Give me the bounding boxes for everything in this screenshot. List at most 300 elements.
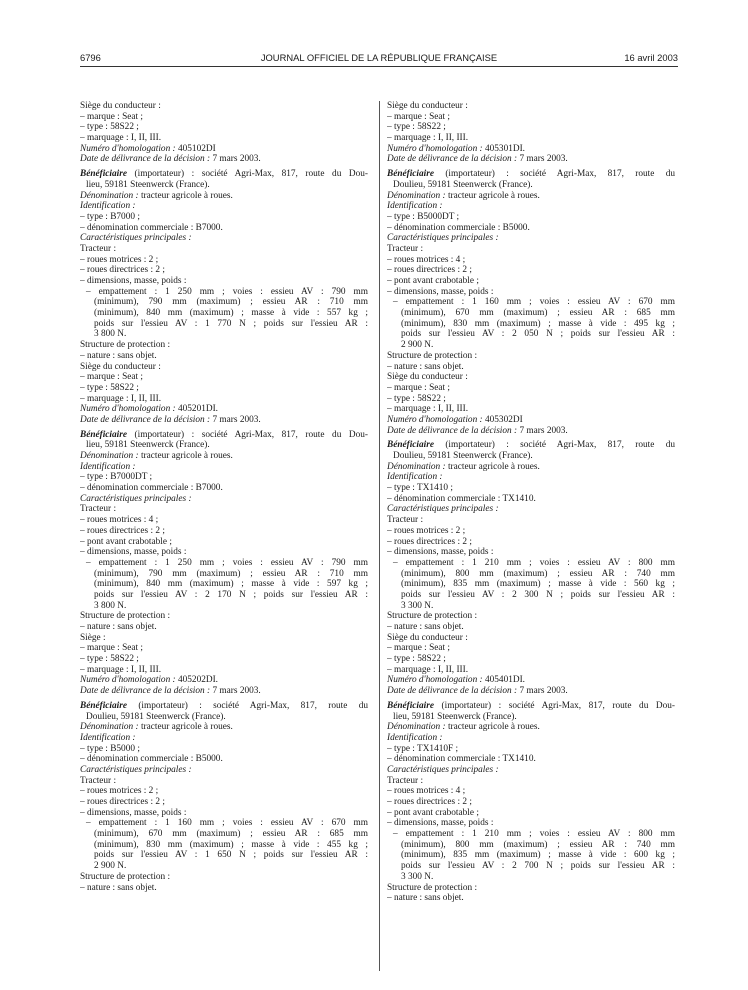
line-text: (importateur) : société Agri-Max, 817, route du	[434, 169, 675, 180]
line-text: – nature : sans objet.	[387, 361, 464, 372]
text-line	[387, 404, 675, 415]
text-line	[80, 472, 368, 483]
text-line	[387, 537, 675, 548]
line-text: – empattement : 1 210 mm ; voies : essieu AV : 800 mm	[393, 557, 675, 568]
text-line	[387, 154, 675, 165]
line-text: (importateur) : société Agri-Max, 817, route du Dou-	[127, 169, 368, 180]
line-text: – type : TX1410F ;	[387, 743, 459, 754]
text-line	[387, 883, 675, 894]
text-line	[80, 101, 368, 112]
line-text: Tracteur :	[80, 504, 117, 515]
line-text: – nature : sans objet.	[80, 622, 157, 632]
line-text: Tracteur :	[387, 775, 424, 786]
line-text: (minimum), 840 mm (maximum) ; masse à vide : 557 kg ;	[94, 308, 368, 319]
line-text: – roues motrices : 4 ;	[387, 786, 466, 797]
field-label: Numéro d'homologation :	[80, 675, 176, 686]
text-line	[80, 622, 368, 633]
text-line	[387, 569, 675, 580]
line-text: Doulieu, 59181 Steenwerck (France).	[86, 711, 226, 722]
field-label: Caractéristiques principales :	[80, 764, 192, 775]
text-line	[80, 483, 368, 494]
text-line	[387, 765, 675, 776]
line-text: (minimum), 790 mm (maximum) ; essieu AR : 710 mm	[94, 568, 368, 579]
field-label: Identification :	[387, 201, 443, 212]
text-line	[80, 686, 368, 697]
line-text: (minimum), 835 mm (maximum) ; masse à vide : 560 kg ;	[401, 579, 675, 590]
text-line	[387, 675, 675, 686]
text-line	[80, 701, 368, 712]
line-text: Siège du conducteur :	[387, 372, 468, 383]
line-text: 7 mars 2003.	[517, 154, 568, 165]
line-text: (minimum), 835 mm (maximum) ; masse à vide : 600 kg ;	[401, 850, 675, 861]
line-text: – type : B5000DT ;	[387, 211, 460, 222]
text-line	[387, 212, 675, 223]
text-line	[80, 297, 368, 308]
text-line	[387, 101, 675, 112]
text-line	[80, 415, 368, 426]
text-line	[387, 297, 675, 308]
text-line	[80, 818, 368, 829]
field-label: Caractéristiques principales :	[387, 233, 499, 244]
line-text: – dimensions, masse, poids :	[80, 547, 187, 558]
line-text: – pont avant crabotable ;	[80, 536, 172, 547]
line-text: tracteur agricole à roues.	[138, 722, 233, 733]
line-text: – type : B5000 ;	[80, 743, 140, 754]
line-text: 3 800 N.	[94, 329, 127, 340]
text-line	[80, 329, 368, 340]
text-line	[80, 569, 368, 580]
text-line	[80, 362, 368, 373]
right-column	[387, 101, 675, 904]
line-text: – roues motrices : 2 ;	[387, 525, 466, 536]
line-text: 3 300 N.	[401, 871, 434, 882]
text-line	[387, 394, 675, 405]
line-text: (minimum), 840 mm (maximum) ; masse à vide : 597 kg ;	[94, 579, 368, 590]
text-line	[80, 394, 368, 405]
field-label: Date de délivrance de la décision :	[80, 686, 211, 697]
line-text: Structure de protection :	[80, 871, 171, 882]
line-text: – marquage : I, II, III.	[80, 393, 162, 404]
line-text: – marquage : I, II, III.	[387, 404, 469, 415]
text-line	[387, 840, 675, 851]
text-line	[387, 415, 675, 426]
line-text: 7 mars 2003.	[517, 425, 568, 436]
text-line	[80, 601, 368, 612]
line-text: – dimensions, masse, poids :	[387, 547, 494, 558]
text-line	[387, 451, 675, 462]
text-line	[387, 383, 675, 394]
line-text: Siège du conducteur :	[80, 361, 161, 372]
text-line	[80, 590, 368, 601]
text-line	[387, 504, 675, 515]
line-text: – dimensions, masse, poids :	[387, 818, 494, 829]
text-line	[387, 276, 675, 287]
line-text: 2 900 N.	[401, 340, 434, 351]
text-line	[387, 308, 675, 319]
text-line	[387, 686, 675, 697]
text-line	[387, 547, 675, 558]
text-line	[80, 287, 368, 298]
line-text: 7 mars 2003.	[517, 686, 568, 697]
text-line	[80, 265, 368, 276]
line-text: – type : 58S22 ;	[387, 654, 446, 665]
line-text: – roues directrices : 2 ;	[387, 265, 472, 276]
line-text: – empattement : 1 210 mm ; voies : essieu AV : 800 mm	[393, 829, 675, 840]
field-label: Date de délivrance de la décision :	[387, 686, 518, 697]
text-line	[387, 861, 675, 872]
text-line	[80, 319, 368, 330]
text-line	[387, 362, 675, 373]
field-label: Dénomination :	[387, 461, 446, 472]
text-line	[80, 430, 368, 441]
text-line	[387, 515, 675, 526]
line-text: – empattement : 1 250 mm ; voies : essieu AV : 790 mm	[86, 286, 368, 297]
text-line	[387, 340, 675, 351]
line-text: – pont avant crabotable ;	[387, 276, 479, 286]
beneficiary-label: Bénéficiaire	[80, 169, 127, 180]
line-text: (importateur) : société Agri-Max, 817, route du Dou-	[127, 429, 368, 440]
text-line	[80, 665, 368, 676]
line-text: (minimum), 830 mm (maximum) ; masse à vide : 495 kg ;	[401, 318, 675, 329]
field-label: Caractéristiques principales :	[80, 233, 192, 244]
text-line	[80, 712, 368, 723]
line-text: – type : 58S22 ;	[387, 122, 446, 133]
line-text: poids sur l'essieu AV : 1 650 N ; poids sur l'essieu AR :	[94, 850, 368, 861]
line-text: 405201DI.	[175, 404, 219, 415]
line-text: – empattement : 1 160 mm ; voies : essieu AV : 670 mm	[86, 818, 368, 829]
line-text: – empattement : 1 250 mm ; voies : essieu AV : 790 mm	[86, 557, 368, 568]
beneficiary-label: Bénéficiaire	[80, 429, 127, 440]
beneficiary-label: Bénéficiaire	[387, 169, 434, 180]
text-line	[387, 643, 675, 654]
field-label: Dénomination :	[387, 190, 446, 201]
text-line	[80, 180, 368, 191]
line-text: – dénomination commerciale : B7000.	[80, 222, 223, 233]
line-text: poids sur l'essieu AV : 2 050 N ; poids sur l'essieu AR :	[401, 329, 675, 340]
text-line	[80, 154, 368, 165]
text-line	[80, 383, 368, 394]
text-line	[387, 329, 675, 340]
text-line	[80, 633, 368, 644]
text-line	[387, 558, 675, 569]
text-line	[387, 287, 675, 298]
line-text: lieu, 59181 Steenwerck (France).	[393, 711, 517, 722]
line-text: Siège du conducteur :	[80, 101, 161, 111]
line-text: Siège du conducteur :	[387, 101, 468, 111]
line-text: 3 800 N.	[94, 600, 127, 611]
text-line	[387, 169, 675, 180]
text-line	[80, 169, 368, 180]
field-label: Numéro d'homologation :	[387, 143, 483, 154]
line-text: 405202DI.	[175, 675, 219, 686]
field-label: Date de délivrance de la décision :	[80, 154, 211, 165]
line-text: – dimensions, masse, poids :	[80, 807, 187, 818]
line-text: 405302DI	[482, 414, 523, 425]
text-line	[387, 622, 675, 633]
text-line	[80, 722, 368, 733]
field-label: Dénomination :	[387, 722, 446, 733]
page-number: 6796	[80, 52, 101, 63]
line-text: (minimum), 670 mm (maximum) ; essieu AR : 685 mm	[94, 829, 368, 840]
text-line	[80, 537, 368, 548]
line-text: Structure de protection :	[387, 611, 478, 622]
text-line	[80, 547, 368, 558]
line-text: Tracteur :	[80, 243, 117, 254]
text-line	[80, 808, 368, 819]
text-line	[387, 223, 675, 234]
column-divider	[379, 101, 380, 971]
text-line	[387, 201, 675, 212]
text-line	[387, 191, 675, 202]
line-text: Tracteur :	[80, 775, 117, 786]
text-line	[387, 850, 675, 861]
text-line	[80, 504, 368, 515]
field-label: Caractéristiques principales :	[387, 764, 499, 775]
text-line	[80, 883, 368, 894]
line-text: – type : 58S22 ;	[80, 382, 139, 393]
text-line	[80, 255, 368, 266]
line-text: Doulieu, 59181 Steenwerck (France).	[393, 451, 533, 461]
line-text: Structure de protection :	[80, 611, 171, 622]
text-line	[387, 722, 675, 733]
text-line	[387, 601, 675, 612]
field-label: Date de délivrance de la décision :	[80, 414, 211, 425]
field-label: Numéro d'homologation :	[80, 404, 176, 415]
text-line	[80, 244, 368, 255]
line-text: (minimum), 800 mm (maximum) ; essieu AR : 740 mm	[401, 839, 675, 850]
line-text: – roues directrices : 2 ;	[80, 797, 165, 807]
line-text: – type : B7000DT ;	[80, 472, 153, 483]
text-line	[387, 665, 675, 676]
text-line	[80, 276, 368, 287]
line-text: tracteur agricole à roues.	[445, 190, 540, 201]
line-text: 405401DI.	[482, 675, 526, 686]
text-line	[387, 818, 675, 829]
line-text: – marque : Seat ;	[387, 382, 450, 393]
field-label: Numéro d'homologation :	[387, 675, 483, 686]
line-text: – type : TX1410 ;	[387, 483, 453, 494]
line-text: – roues motrices : 4 ;	[80, 515, 159, 526]
text-line	[387, 829, 675, 840]
field-label: Caractéristiques principales :	[80, 493, 192, 504]
text-line	[387, 786, 675, 797]
line-text: (importateur) : société Agri-Max, 817, route du	[434, 440, 675, 451]
text-line	[80, 579, 368, 590]
text-line	[80, 829, 368, 840]
text-line	[80, 526, 368, 537]
text-line	[80, 611, 368, 622]
text-line	[80, 191, 368, 202]
line-text: – type : B7000 ;	[80, 211, 140, 222]
line-text: tracteur agricole à roues.	[445, 461, 540, 472]
line-text: Tracteur :	[387, 515, 424, 526]
text-line	[387, 133, 675, 144]
field-label: Identification :	[387, 732, 443, 743]
text-line	[387, 462, 675, 473]
text-line	[387, 754, 675, 765]
text-line	[80, 201, 368, 212]
field-label: Numéro d'homologation :	[387, 414, 483, 425]
field-label: Identification :	[80, 201, 136, 212]
line-text: 3 300 N.	[401, 600, 434, 611]
line-text: Tracteur :	[387, 243, 424, 254]
text-line	[387, 633, 675, 644]
text-line	[387, 319, 675, 330]
line-text: Doulieu, 59181 Steenwerck (France).	[393, 179, 533, 190]
journal-title: JOURNAL OFFICIEL DE LA RÉPUBLIQUE FRANÇAISE	[260, 52, 498, 63]
text-line	[387, 744, 675, 755]
line-text: – marque : Seat ;	[387, 643, 450, 654]
text-line	[387, 526, 675, 537]
line-text: – marquage : I, II, III.	[387, 133, 469, 144]
text-line	[80, 744, 368, 755]
text-line	[387, 255, 675, 266]
line-text: – roues motrices : 2 ;	[80, 786, 159, 797]
text-line	[387, 590, 675, 601]
text-line	[387, 440, 675, 451]
text-line	[387, 797, 675, 808]
line-text: 405102DI	[175, 143, 216, 154]
line-text: – nature : sans objet.	[80, 350, 157, 361]
field-label: Identification :	[80, 461, 136, 472]
field-label: Numéro d'homologation :	[80, 143, 176, 154]
field-label: Identification :	[80, 732, 136, 743]
page-header	[80, 52, 678, 66]
line-text: – dimensions, masse, poids :	[80, 276, 187, 286]
text-line	[80, 351, 368, 362]
text-line	[80, 861, 368, 872]
text-line	[387, 351, 675, 362]
line-text: – dénomination commerciale : B5000.	[80, 754, 223, 765]
field-label: Date de délivrance de la décision :	[387, 154, 518, 165]
line-text: poids sur l'essieu AV : 2 300 N ; poids sur l'essieu AR :	[401, 589, 675, 600]
beneficiary-label: Bénéficiaire	[80, 700, 127, 711]
line-text: 7 mars 2003.	[210, 686, 261, 697]
line-text: poids sur l'essieu AV : 1 770 N ; poids sur l'essieu AR :	[94, 318, 368, 329]
text-line	[80, 494, 368, 505]
text-line	[80, 786, 368, 797]
field-label: Date de délivrance de la décision :	[387, 425, 518, 436]
line-text: Structure de protection :	[80, 340, 171, 351]
line-text: – nature : sans objet.	[80, 882, 157, 893]
line-text: – roues motrices : 4 ;	[387, 254, 466, 265]
line-text: – roues directrices : 2 ;	[80, 525, 165, 536]
line-text: poids sur l'essieu AV : 2 700 N ; poids sur l'essieu AR :	[401, 861, 675, 872]
text-line	[387, 808, 675, 819]
text-line	[387, 893, 675, 904]
line-text: – marque : Seat ;	[387, 111, 450, 122]
text-line	[387, 712, 675, 723]
header-rule	[80, 66, 678, 67]
line-text: (importateur) : société Agri-Max, 817, route du	[127, 700, 368, 711]
text-line	[80, 372, 368, 383]
text-line	[80, 765, 368, 776]
line-text: – marque : Seat ;	[80, 643, 143, 654]
text-line	[80, 223, 368, 234]
text-line	[80, 850, 368, 861]
field-label: Dénomination :	[80, 451, 139, 461]
text-line	[80, 515, 368, 526]
text-line	[387, 654, 675, 665]
line-text: (minimum), 670 mm (maximum) ; essieu AR : 685 mm	[401, 308, 675, 319]
field-label: Dénomination :	[80, 722, 139, 733]
line-text: – type : 58S22 ;	[80, 122, 139, 133]
text-line	[80, 440, 368, 451]
text-line	[387, 472, 675, 483]
text-line	[80, 112, 368, 123]
text-line	[387, 265, 675, 276]
text-line	[387, 494, 675, 505]
line-text: – dimensions, masse, poids :	[387, 286, 494, 297]
line-text: (importateur) : société Agri-Max, 817, route du Dou-	[434, 700, 675, 711]
line-text: – nature : sans objet.	[387, 622, 464, 632]
text-line	[387, 579, 675, 590]
line-text: poids sur l'essieu AV : 2 170 N ; poids sur l'essieu AR :	[94, 589, 368, 600]
text-line	[387, 372, 675, 383]
text-line	[387, 733, 675, 744]
text-line	[80, 558, 368, 569]
text-line	[80, 776, 368, 787]
text-line	[387, 483, 675, 494]
text-line	[80, 144, 368, 155]
line-text: – marque : Seat ;	[80, 111, 143, 122]
text-line	[387, 611, 675, 622]
line-text: – marquage : I, II, III.	[387, 664, 469, 675]
line-text: lieu, 59181 Steenwerck (France).	[86, 179, 210, 190]
text-line	[80, 404, 368, 415]
line-text: Structure de protection :	[387, 882, 478, 893]
text-line	[80, 122, 368, 133]
line-text: – roues directrices : 2 ;	[387, 536, 472, 547]
line-text: – empattement : 1 160 mm ; voies : essieu AV : 670 mm	[393, 297, 675, 308]
text-line	[80, 233, 368, 244]
line-text: – nature : sans objet.	[387, 893, 464, 904]
line-text: – roues motrices : 2 ;	[80, 254, 159, 265]
line-text: – marquage : I, II, III.	[80, 133, 162, 144]
line-text: – dénomination commerciale : TX1410.	[387, 754, 536, 765]
line-text: 7 mars 2003.	[210, 414, 261, 425]
issue-date: 16 avril 2003	[624, 52, 678, 63]
beneficiary-label: Bénéficiaire	[387, 700, 434, 711]
text-line	[387, 233, 675, 244]
text-line	[80, 643, 368, 654]
text-line	[387, 244, 675, 255]
line-text: – pont avant crabotable ;	[387, 807, 479, 818]
text-line	[80, 462, 368, 473]
line-text: 405301DI.	[482, 143, 526, 154]
line-text: – dénomination commerciale : B7000.	[80, 483, 223, 494]
text-line	[80, 797, 368, 808]
text-line	[80, 872, 368, 883]
field-label: Caractéristiques principales :	[387, 504, 499, 515]
text-line	[80, 675, 368, 686]
line-text: 7 mars 2003.	[210, 154, 261, 165]
line-text: – type : 58S22 ;	[80, 654, 139, 665]
line-text: Siège :	[80, 632, 106, 643]
line-text: Siège du conducteur :	[387, 632, 468, 643]
text-line	[387, 872, 675, 883]
line-text: (minimum), 830 mm (maximum) ; masse à vide : 455 kg ;	[94, 839, 368, 850]
line-text: tracteur agricole à roues.	[138, 190, 233, 201]
text-line	[80, 654, 368, 665]
line-text: Structure de protection :	[387, 350, 478, 361]
line-text: (minimum), 790 mm (maximum) ; essieu AR : 710 mm	[94, 297, 368, 308]
line-text: lieu, 59181 Steenwerck (France).	[86, 440, 210, 451]
line-text: (minimum), 800 mm (maximum) ; essieu AR : 740 mm	[401, 568, 675, 579]
line-text: tracteur agricole à roues.	[445, 722, 540, 733]
beneficiary-label: Bénéficiaire	[387, 440, 434, 451]
field-label: Dénomination :	[80, 190, 139, 201]
